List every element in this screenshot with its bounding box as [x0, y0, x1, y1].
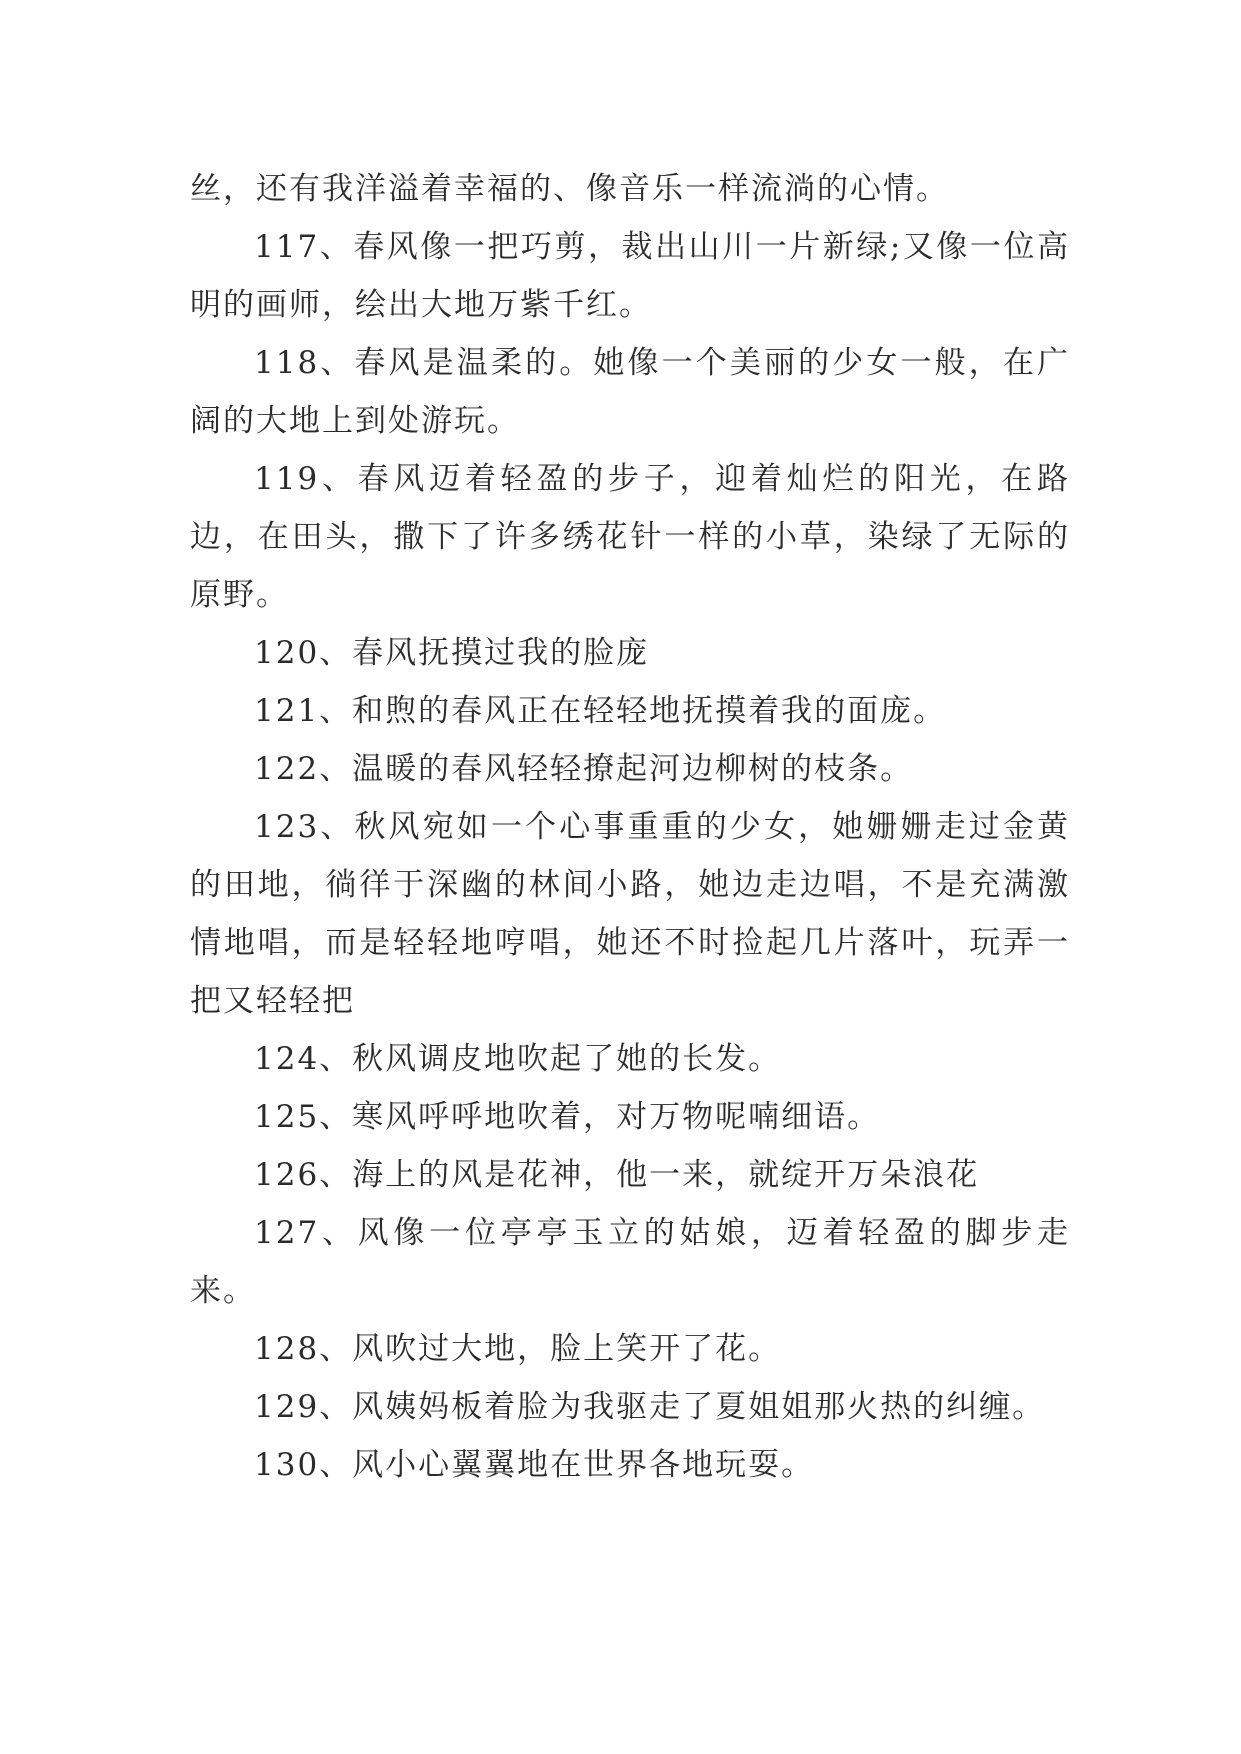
document-body	[190, 160, 1070, 1494]
paragraph: 122、温暖的春风轻轻撩起河边柳树的枝条。	[254, 751, 914, 787]
paragraph: 127、风像一位亭亭玉立的姑娘，迈着轻盈的脚步走来。	[190, 1215, 1070, 1309]
paragraph: 121、和煦的春风正在轻轻地抚摸着我的面庞。	[254, 693, 947, 729]
paragraph: 124、秋风调皮地吹起了她的长发。	[254, 1041, 782, 1077]
paragraph: 129、风姨妈板着脸为我驱走了夏姐姐那火热的纠缠。	[254, 1389, 1046, 1425]
paragraph: 117、春风像一把巧剪，裁出山川一片新绿;又像一位高明的画师，绘出大地万紫千红。	[190, 229, 1070, 323]
paragraph: 123、秋风宛如一个心事重重的少女，她姗姗走过金黄的田地，徜徉于深幽的林间小路，她边走边唱，不是充满激情地唱，而是轻轻地哼唱，她还不时捡起几片落叶，玩弄一把又轻轻把	[190, 809, 1070, 1019]
paragraph: 130、风小心翼翼地在世界各地玩耍。	[254, 1447, 815, 1483]
paragraph: 120、春风抚摸过我的脸庞	[254, 635, 650, 671]
paragraph: 118、春风是温柔的。她像一个美丽的少女一般，在广阔的大地上到处游玩。	[190, 345, 1070, 439]
paragraph: 丝，还有我洋溢着幸福的、像音乐一样流淌的心情。	[190, 171, 949, 207]
paragraph: 126、海上的风是花神，他一来，就绽开万朵浪花	[254, 1157, 980, 1193]
paragraph: 125、寒风呼呼地吹着，对万物呢喃细语。	[254, 1099, 881, 1135]
paragraph: 119、春风迈着轻盈的步子，迎着灿烂的阳光，在路边，在田头，撒下了许多绣花针一样的小草，染绿了无际的原野。	[190, 461, 1070, 613]
paragraph: 128、风吹过大地，脸上笑开了花。	[254, 1331, 782, 1367]
